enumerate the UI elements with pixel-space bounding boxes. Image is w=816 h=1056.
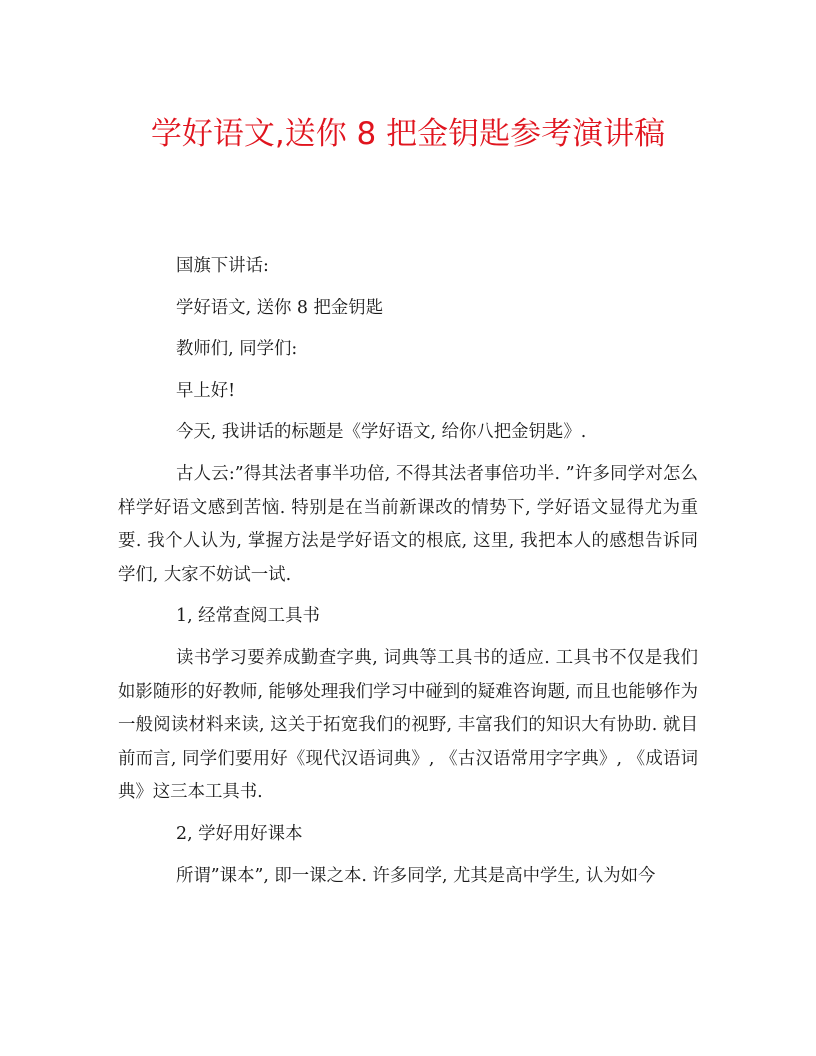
section-heading-2: 2, 学好用好课本: [176, 823, 303, 844]
paragraph-1: 国旗下讲话:: [176, 256, 269, 276]
section-heading-1: 1, 经常查阅工具书: [176, 606, 320, 627]
paragraph-3: 教师们, 同学们:: [176, 339, 298, 360]
paragraph-7: 读书学习要养成勤查字典, 词典等工具书的适应. 工具书不仅是我们如影随形的好教师, 能够处理我们学习中碰到的疑难咨询题, 而且也能够作为一般阅读材料来读, 这关于拓宽我们的视野, 丰富我们的知识大有协助. 就目前而言, 同学们要用好《现代汉语词典》, 《古汉语常用字字典》, 《成语词典》这三本工具书.: [118, 647, 698, 803]
document-body: [118, 250, 698, 901]
document-title: 学好语文,送你 8 把金钥匙参考演讲稿: [150, 116, 666, 152]
paragraph-4: 早上好!: [176, 380, 236, 401]
paragraph-6: 古人云:”得其法者事半功倍, 不得其法者事倍功半. ”许多同学对怎么样学好语文感到苦恼. 特别是在当前新课改的情势下, 学好语文显得尤为重要. 我个人认为, 掌握方法是学好语文的根底, 这里, 我把本人的感想告诉同学们, 大家不妨试一试.: [118, 463, 698, 585]
paragraph-8: 所谓”课本”, 即一课之本. 许多同学, 尤其是高中学生, 认为如今: [176, 865, 656, 886]
paragraph-2: 学好语文, 送你 8 把金钥匙: [176, 297, 384, 318]
paragraph-5: 今天, 我讲话的标题是《学好语文, 给你八把金钥匙》.: [176, 422, 587, 443]
